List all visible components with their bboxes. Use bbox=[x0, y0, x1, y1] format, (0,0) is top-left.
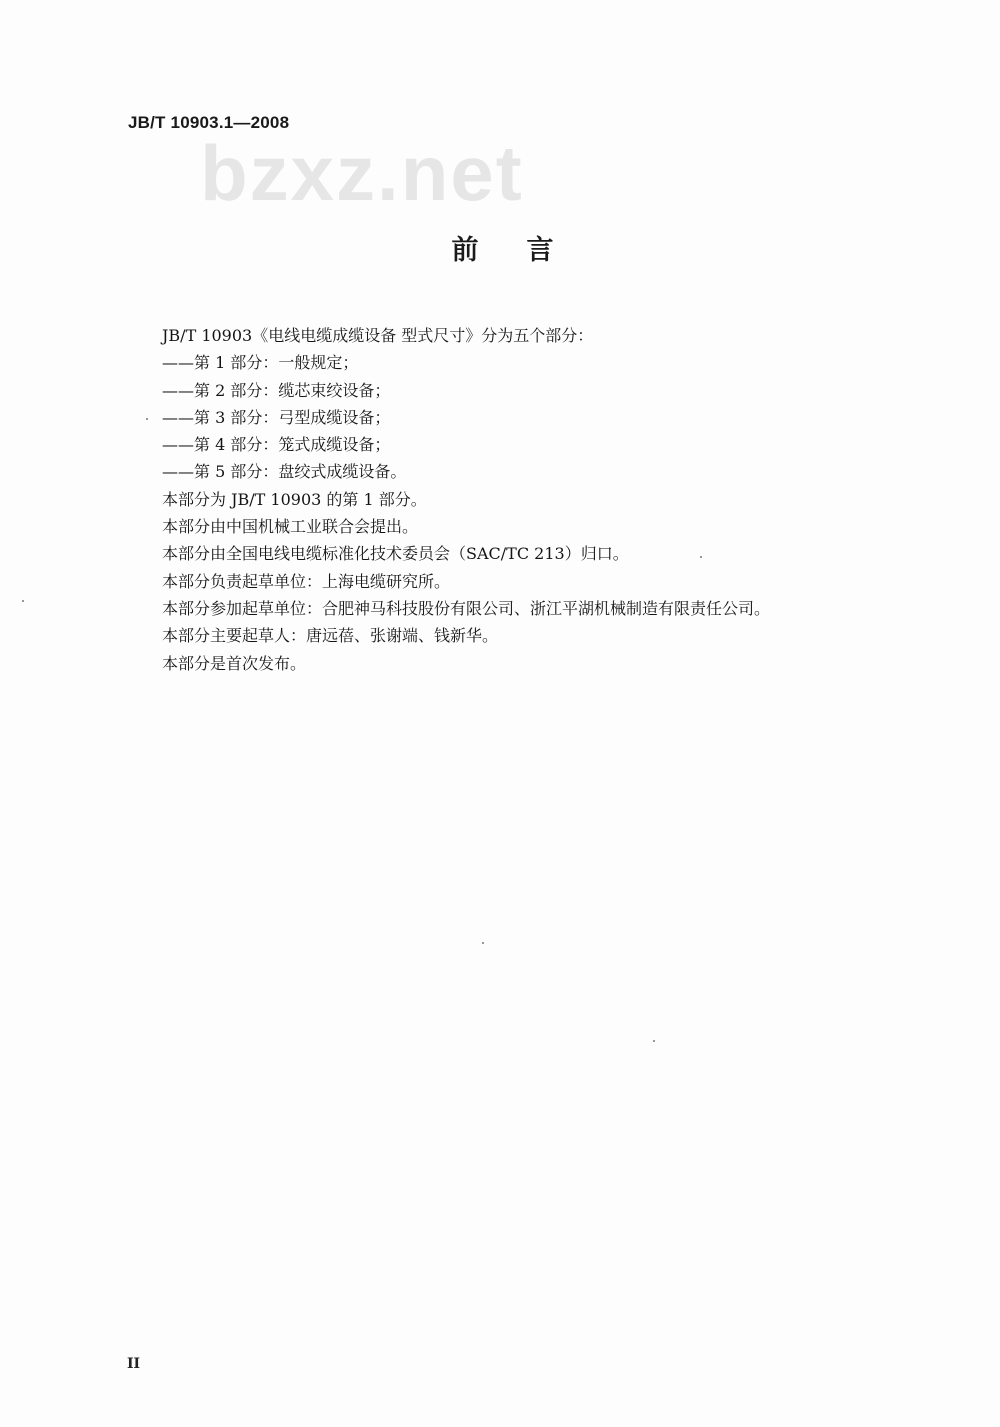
foreword-line: 本部分负责起草单位：上海电缆研究所。 bbox=[162, 571, 451, 591]
watermark: bzxz.net bbox=[200, 129, 524, 217]
foreword-line: 本部分是首次发布。 bbox=[162, 653, 307, 673]
foreword-line: ——第 4 部分：笼式成缆设备； bbox=[162, 435, 391, 455]
foreword-body bbox=[162, 322, 922, 677]
foreword-line: 本部分由全国电线电缆标准化技术委员会（SAC/TC 213）归口。 bbox=[162, 544, 629, 564]
foreword-line: ——第 1 部分：一般规定； bbox=[162, 353, 359, 373]
foreword-line: 本部分为 JB/T 10903 的第 1 部分。 bbox=[162, 489, 427, 509]
foreword-line: ——第 5 部分：盘绞式成缆设备。 bbox=[162, 462, 407, 482]
scan-speck bbox=[22, 600, 24, 602]
standard-code: JB/T 10903.1—2008 bbox=[128, 113, 290, 132]
foreword-line: ——第 3 部分：弓型成缆设备； bbox=[162, 407, 391, 427]
page-title: 前言 bbox=[451, 235, 602, 266]
scan-speck bbox=[653, 1040, 655, 1042]
scan-speck bbox=[482, 942, 484, 944]
foreword-line: 本部分参加起草单位：合肥神马科技股份有限公司、浙江平湖机械制造有限责任公司。 bbox=[162, 598, 771, 618]
foreword-line: 本部分主要起草人：唐远蓓、张谢端、钱新华。 bbox=[162, 626, 499, 646]
foreword-line: 本部分由中国机械工业联合会提出。 bbox=[162, 517, 419, 537]
page-number: II bbox=[127, 1356, 141, 1372]
foreword-line: JB/T 10903《电线电缆成缆设备 型式尺寸》分为五个部分： bbox=[162, 326, 594, 345]
scan-speck bbox=[146, 418, 148, 420]
scan-speck bbox=[700, 556, 702, 558]
foreword-line: ——第 2 部分：缆芯束绞设备； bbox=[162, 380, 391, 400]
